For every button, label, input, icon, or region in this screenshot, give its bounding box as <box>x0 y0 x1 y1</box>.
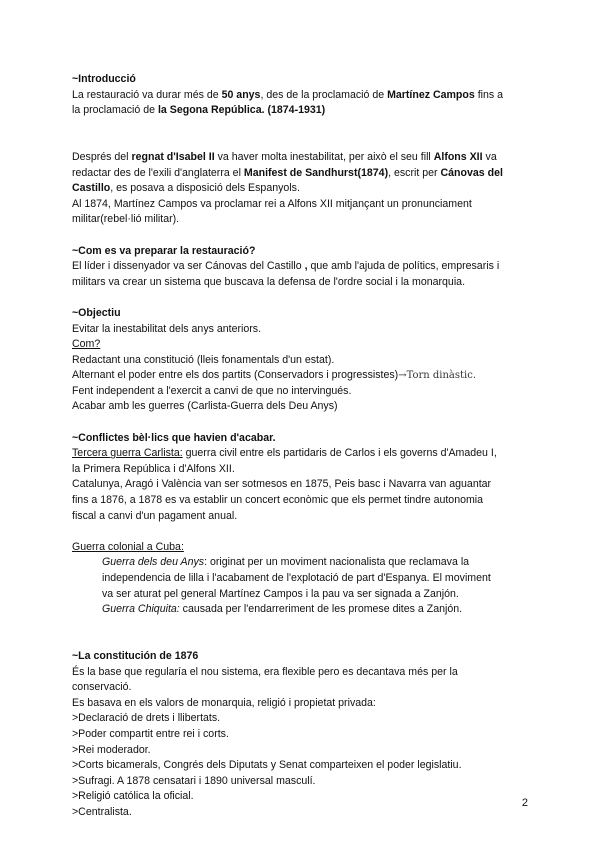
objective-line-1: Evitar la inestabilitat dels anys anteriors. <box>72 322 262 335</box>
after-paragraph-line-5: militar(rebel·lió militar). <box>72 213 180 226</box>
intro-paragraph-line-1 <box>72 88 542 104</box>
list-item: >Corts bicamerals, Congrés dels Diputats y Senat comparteixen el poder legislatiu. <box>72 759 462 772</box>
cuba-line-1 <box>72 555 542 571</box>
list-item: >Rei moderador. <box>72 743 151 756</box>
text-run: La restauració va durar més de <box>72 88 222 101</box>
cuba-line-4 <box>72 602 542 618</box>
objective-line-5: Fent independent a l'exercit a canvi de que no intervingués. <box>72 384 352 397</box>
cuba-line-2: independencia de lilla i l'acabament de l'explotació de part d'Espanya. El moviment <box>102 572 491 584</box>
bold-text: Alfons XII <box>433 150 483 163</box>
page-number: 2 <box>521 797 528 809</box>
bold-text: 50 anys <box>221 88 261 101</box>
text-run: causada per l'endarreriment de les promese dites a Zanjón. <box>179 603 463 616</box>
objective-line-6: Acabar amb les guerres (Carlista-Guerra dels Deu Anys) <box>72 400 338 413</box>
text-run: Després del <box>72 150 132 163</box>
list-item: >Centralista. <box>72 805 132 818</box>
conflicts-line-5: fiscal a canvi d'un pagament anual. <box>72 509 238 522</box>
text-run: fins a <box>474 88 504 101</box>
text-run: , des de la proclamació de <box>260 88 388 101</box>
how-paragraph-line-1 <box>72 259 542 275</box>
bold-text: Martínez Campos <box>387 88 475 101</box>
text-run: , es posava a disposició dels Espanyols. <box>110 182 300 195</box>
text-run: va <box>482 150 497 163</box>
bold-text: Castillo <box>72 182 111 195</box>
underlined-text: Tercera guerra Carlista: <box>72 447 183 460</box>
torn-dinastic-note: →Torn dinàstic. <box>398 370 477 382</box>
italic-text: Guerra dels deu Anys <box>102 556 205 569</box>
how-paragraph-line-2: militars va crear un sistema que buscava la defensa de l'ordre social i la monarquia. <box>72 275 466 288</box>
after-paragraph-line-3 <box>72 181 542 197</box>
text-run: la proclamació de <box>72 104 158 117</box>
objective-line-3: Redactant una constitució (lleis fonamentals d'un estat). <box>72 353 335 366</box>
text-run: guerra civil entre els partidaris de Carlos i els governs d'Amadeu I, <box>182 447 497 460</box>
conflicts-heading: ~Conflictes bèl·lics que havien d'acabar. <box>72 431 276 444</box>
cuba-line-3: va ser aturat pel general Martínez Campos i la pau va ser signada a Zanjón. <box>102 587 459 600</box>
cuba-subheading: Guerra colonial a Cuba: <box>72 540 184 553</box>
how-heading: ~Com es va preparar la restauració? <box>72 244 256 257</box>
bold-text: regnat d'Isabel II <box>131 150 215 163</box>
objective-heading: ~Objectiu <box>72 306 121 319</box>
conflicts-line-1 <box>72 446 542 462</box>
objective-question: Com? <box>72 338 101 351</box>
text-run: El líder i dissenyador va ser Cánovas del Castillo <box>72 260 305 273</box>
list-item: >Sufragi. A 1878 censatari i 1890 universal masculí. <box>72 774 316 787</box>
italic-text: Guerra Chiquita: <box>102 603 180 616</box>
intro-paragraph-line-2 <box>72 103 542 119</box>
conflicts-line-4: fins a 1876, a 1878 es va establir un concert econòmic que els permet tindre autonomia <box>72 494 484 507</box>
list-item: >Declaració de drets i llibertats. <box>72 712 221 725</box>
list-item: >Religió católica la oficial. <box>72 790 194 803</box>
bold-text: , <box>304 260 308 273</box>
conflicts-line-3: Catalunya, Aragó i València van ser sotmesos en 1875, Peis basc i Navarra van aguantar <box>72 478 492 491</box>
constitution-line-3: Es basava en els valors de monarquia, religió i propietat privada: <box>72 696 376 709</box>
text-run: Alternant el poder entre els dos partits (Conservadors i progressistes) <box>72 369 399 382</box>
constitution-line-1: És la base que regularía el nou sistema, era flexible pero es decantava més per la <box>72 665 458 678</box>
text-run: redactar des de l'exili d'anglaterra el <box>72 166 244 179</box>
bold-text: la Segona República. (1874-1931) <box>157 104 326 117</box>
list-item: >Poder compartit entre rei i corts. <box>72 727 229 740</box>
intro-heading: ~Introducció <box>72 73 136 85</box>
text-run: , escrit per <box>388 166 441 179</box>
document-page <box>72 72 542 821</box>
bold-text: Cánovas del <box>440 166 503 179</box>
after-paragraph-line-4: Al 1874, Martínez Campos va proclamar rei a Alfons XII mitjançant un pronunciament <box>72 197 472 210</box>
bold-text: Manifest de Sandhurst(1874) <box>243 166 389 179</box>
constitution-line-2: conservació. <box>72 681 132 694</box>
text-run: : originat per un moviment nacionalista que reclamava la <box>204 556 470 569</box>
after-paragraph-line-1 <box>72 150 542 166</box>
conflicts-line-2: la Primera República i d'Alfons XII. <box>72 462 235 475</box>
text-run: va haver molta inestabilitat, per això el seu fill <box>214 150 434 163</box>
objective-line-4 <box>72 368 542 384</box>
after-paragraph-line-2 <box>72 166 542 182</box>
text-run: que amb l'ajuda de polítics, empresaris i <box>307 260 500 273</box>
constitution-heading: ~La constitución de 1876 <box>72 649 199 662</box>
